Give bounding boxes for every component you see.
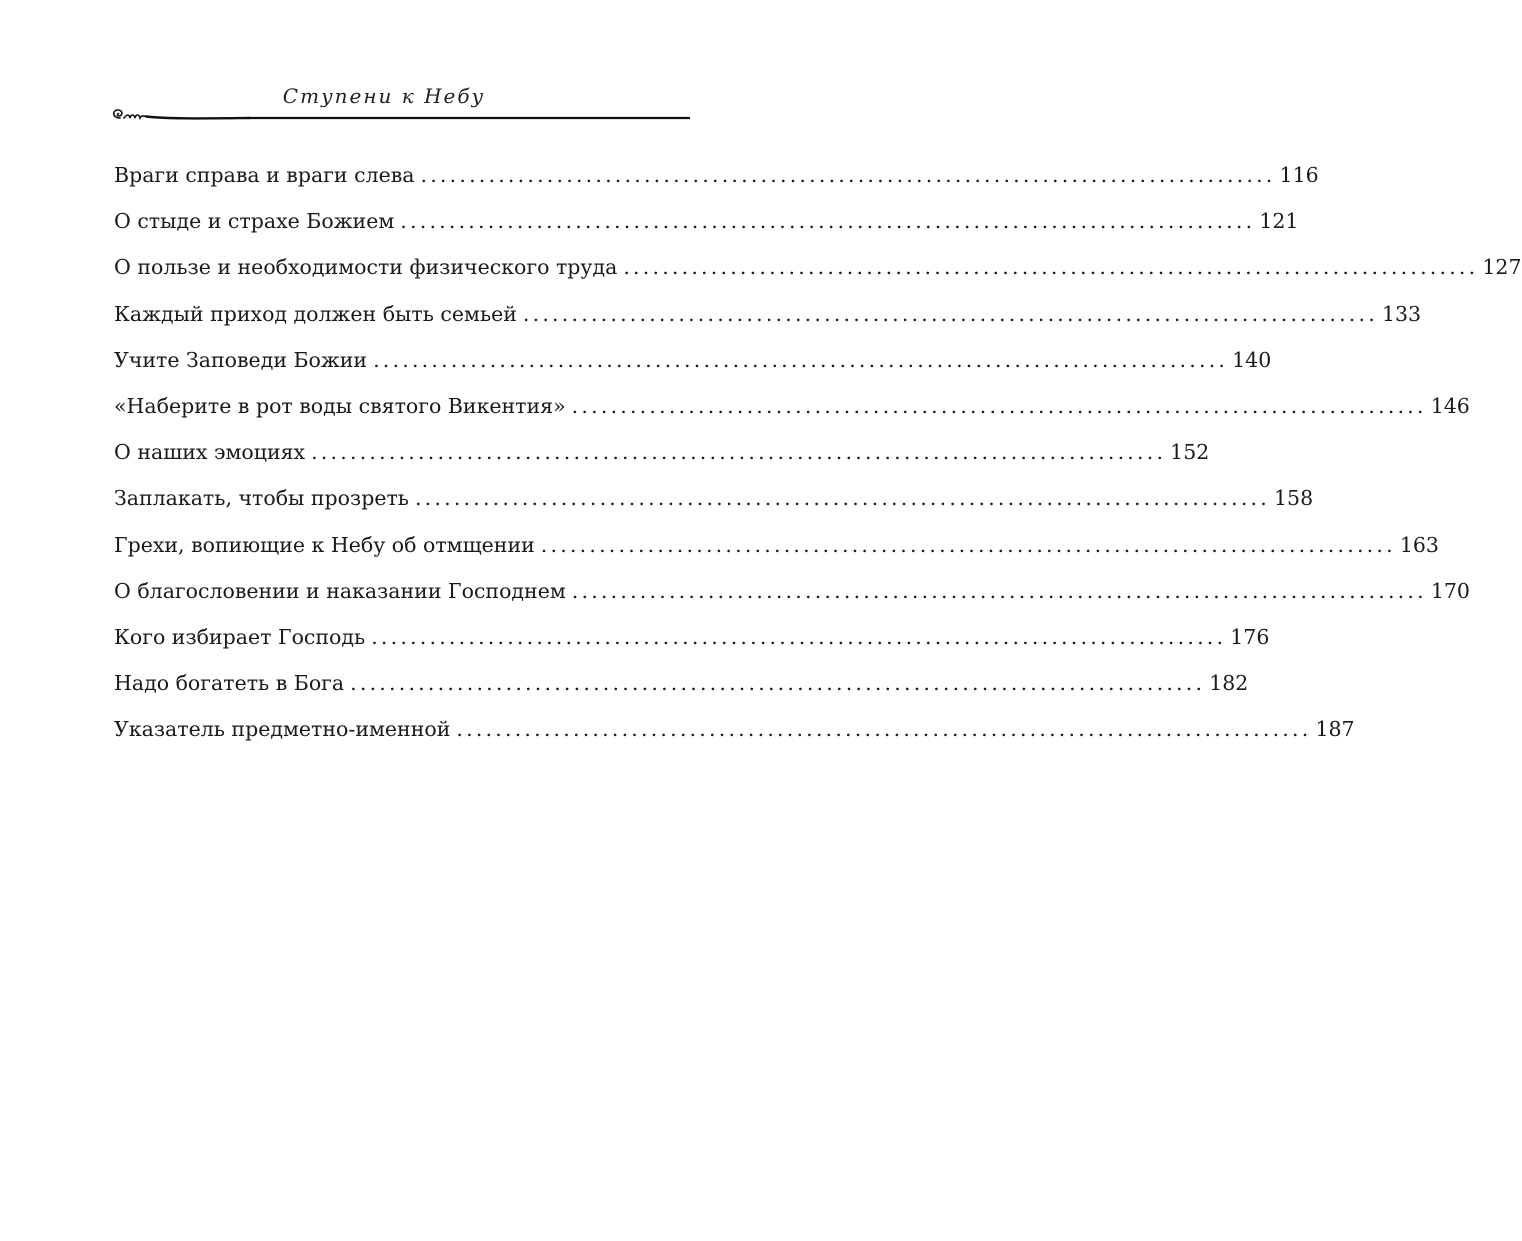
toc-entry-title: Каждый приход должен быть семьей [114,301,517,326]
dot-leader: ........................................................................................ [571,393,1427,418]
dot-leader: ........................................................................................ [571,578,1427,603]
toc-entry-title: Учите Заповеди Божии [114,347,368,372]
toc-entry[interactable] [114,614,1270,660]
toc-entry-page: 133 [1381,301,1422,326]
toc-entry[interactable] [114,383,1470,429]
toc-entry-title: «Наберите в рот воды святого Викентия» [114,393,566,418]
toc-entry-title: Надо богатеть в Бога [114,671,345,696]
dot-leader: ........................................................................................ [371,624,1227,649]
toc-entry-title: О стыде и страхе Божием [114,209,395,234]
toc-entry-title: Указатель предметно-именной [114,717,451,742]
toc-entry-title: Грехи, вопиющие к Небу об отмщении [114,532,535,557]
toc-entry[interactable] [114,198,1299,244]
toc-entry-page: 158 [1274,486,1314,511]
dot-leader: ........................................................................................ [623,255,1479,280]
toc-entry-page: 187 [1315,717,1355,742]
dot-leader: ........................................................................................ [400,209,1256,234]
toc-entry[interactable] [114,522,1439,568]
toc-entry-title: О пользе и необходимости физического труда [114,255,618,280]
toc-entry[interactable] [114,568,1470,614]
toc-entry-page: 146 [1430,393,1470,418]
toc-entry[interactable] [114,706,1355,752]
toc-entry-page: 127 [1482,255,1522,280]
toc-entry-title: О благословении и наказании Господнем [114,578,566,603]
dot-leader: ........................................................................................ [311,440,1167,465]
table-of-contents [114,152,1522,752]
dot-leader: ........................................................................................ [522,301,1378,326]
toc-entry-page: 116 [1279,163,1319,187]
toc-entry[interactable] [114,475,1314,521]
toc-entry[interactable] [114,244,1522,290]
dot-leader: ........................................................................................ [456,717,1312,742]
toc-entry[interactable] [114,291,1422,337]
toc-entry-page: 176 [1230,624,1270,649]
dot-leader: ........................................................................................ [373,347,1229,372]
toc-entry[interactable] [114,152,1319,198]
dot-leader: ........................................................................................ [350,671,1206,696]
toc-entry-title: О наших эмоциях [114,440,306,465]
toc-entry-page: 140 [1232,347,1272,372]
toc-entry[interactable] [114,337,1272,383]
dot-leader: ........................................................................................ [420,163,1276,187]
flourish-rule-ornament [110,106,692,126]
toc-entry-page: 170 [1430,578,1470,603]
running-header [0,0,768,130]
running-title: Ступени к Небу [282,84,486,108]
toc-entry[interactable] [114,429,1210,475]
toc-entry-page: 163 [1399,532,1439,557]
toc-entry-title: Заплакать, чтобы прозреть [114,486,409,511]
toc-entry-title: Враги справа и враги слева [114,163,415,187]
toc-entry-title: Кого избирает Господь [114,624,366,649]
toc-entry-page: 152 [1170,440,1210,465]
toc-entry[interactable] [114,660,1249,706]
toc-entry-page: 182 [1209,671,1249,696]
dot-leader: ........................................................................................ [414,486,1270,511]
toc-entry-page: 121 [1259,209,1299,234]
dot-leader: ........................................................................................ [540,532,1396,557]
